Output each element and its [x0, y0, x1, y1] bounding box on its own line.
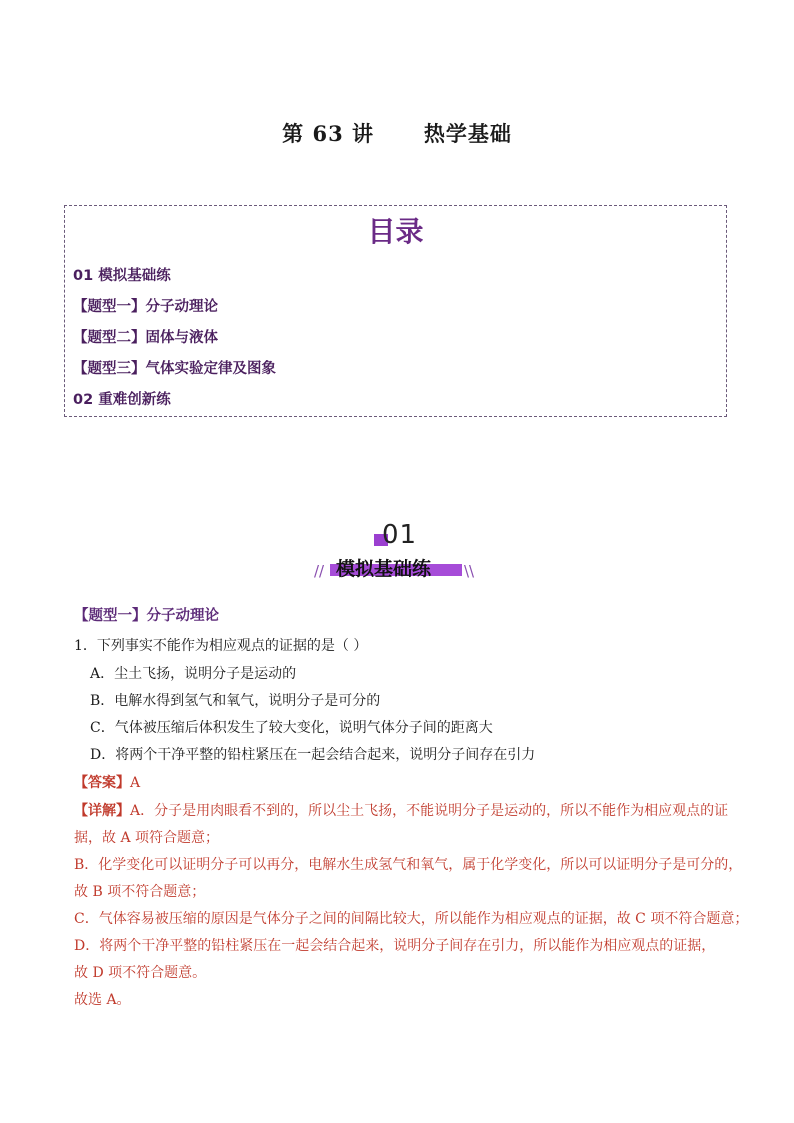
detail-line-5: C．气体容易被压缩的原因是气体分子之间的间隔比较大，所以能作为相应观点的证据，故 C 项不符合题意； — [74, 911, 749, 927]
detail-text: A．分子是用肉眼看不到的，所以尘土飞扬，不能说明分子是运动的，所以不能作为相应观点的证 — [130, 803, 729, 819]
detail-label: 【详解】 — [74, 803, 130, 819]
option-d: D．将两个干净平整的铅柱紧压在一起会结合起来，说明分子间存在引力 — [90, 747, 536, 763]
detail-line-8: 故选 A。 — [74, 992, 131, 1008]
toc-item-type-3[interactable]: 【题型三】气体实验定律及图象 — [73, 361, 276, 377]
table-of-contents — [64, 205, 727, 417]
page-title: 第 63 讲 热学基础 — [282, 121, 512, 146]
answer-line — [74, 774, 140, 792]
toc-item-type-1[interactable]: 【题型一】分子动理论 — [73, 299, 218, 315]
section-number: 01 — [382, 520, 418, 550]
toc-item-type-2[interactable]: 【题型二】固体与液体 — [73, 330, 218, 346]
detail-line-7: 故 D 项不符合题意。 — [74, 965, 207, 981]
detail-line-3: B．化学变化可以证明分子可以再分，电解水生成氢气和氧气，属于化学变化，所以可以证明分子是可分的， — [74, 857, 743, 873]
detail-line-2: 据，故 A 项符合题意； — [74, 830, 220, 846]
detail-line-4: 故 B 项不符合题意； — [74, 884, 206, 900]
option-a: A．尘土飞扬，说明分子是运动的 — [90, 666, 297, 682]
toc-item-section-01[interactable]: 01 模拟基础练 — [73, 268, 171, 284]
section-badge — [316, 520, 478, 584]
answer-value: A — [130, 775, 141, 791]
left-slash-decoration: // — [314, 562, 325, 580]
question-stem: 1．下列事实不能作为相应观点的证据的是（ ） — [74, 638, 368, 654]
question-type-heading: 【题型一】分子动理论 — [74, 608, 219, 624]
detail-line-6: D．将两个干净平整的铅柱紧压在一起会结合起来，说明分子间存在引力，所以能作为相应观点的证据， — [74, 938, 716, 954]
right-slash-decoration: \\ — [464, 562, 475, 580]
answer-label: 【答案】 — [74, 775, 130, 791]
toc-heading: 目录 — [367, 215, 424, 248]
toc-item-section-02[interactable]: 02 重难创新练 — [73, 392, 171, 408]
detail-line-1 — [74, 802, 728, 820]
option-c: C．气体被压缩后体积发生了较大变化，说明气体分子间的距离大 — [90, 720, 493, 736]
option-b: B．电解水得到氢气和氧气，说明分子是可分的 — [90, 693, 381, 709]
section-title: 模拟基础练 — [336, 558, 432, 580]
